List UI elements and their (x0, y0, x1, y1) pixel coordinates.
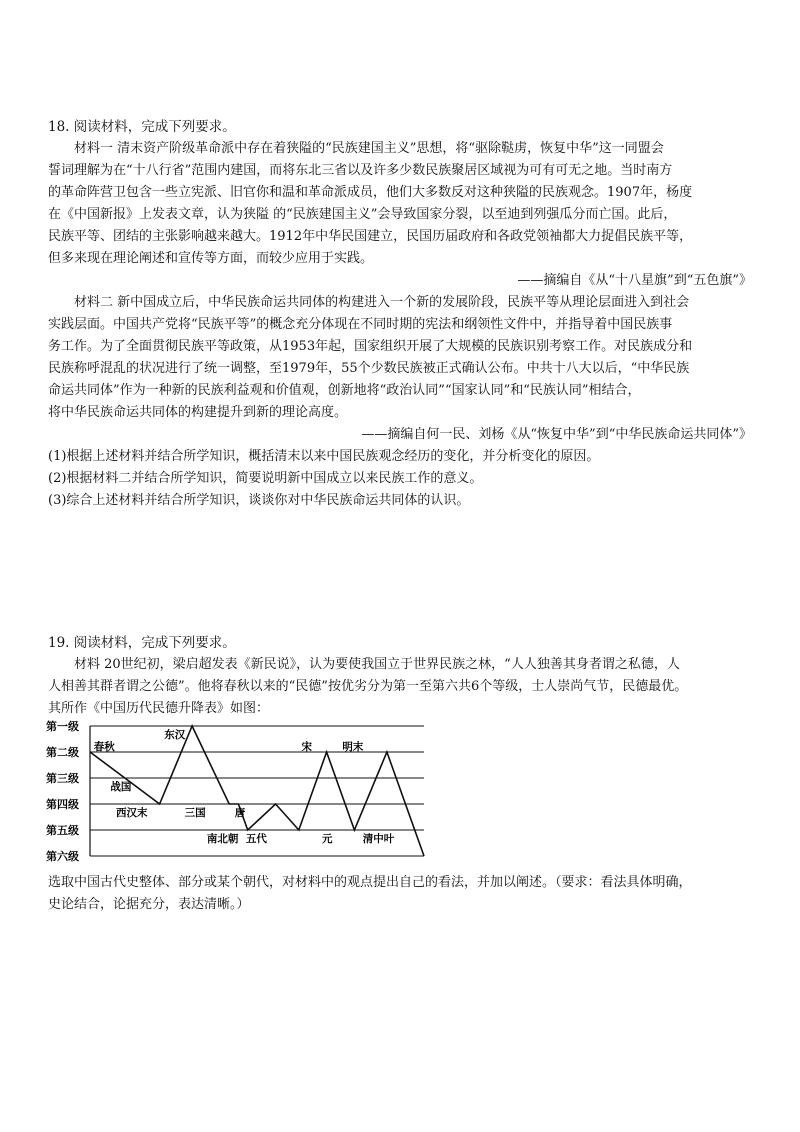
q18-material1-line: 誓词理解为在“十八行省”范围内建国，而将东北三省以及许多少数民族聚居区域视为可有可无之地。当时南方 (48, 163, 673, 178)
level-label: 第六级 (46, 850, 79, 863)
q18-material1-line: 的革命阵营卫包含一些立宪派、旧官你和温和革命派成员，他们大多数反对这种狭隘的民族观念。1907年，杨度 (48, 185, 693, 200)
q18-material2-source: ——摘编自何一民、刘杨《从“恢复中华”到“中华民族命运共同体”》 (361, 427, 752, 442)
q18-question-2: (2)根据材料二并结合所学知识，简要说明新中国成立以来民族工作的意义。 (48, 471, 483, 486)
q18-material1-source: ——摘编自《从“十八星旗”到“五色旗”》 (517, 273, 752, 288)
era-label: 战国 (110, 781, 132, 793)
era-label: 唐 (234, 807, 246, 819)
level-label: 第三级 (46, 772, 79, 785)
minde-chart (46, 718, 436, 864)
q19-material-line: 其所作《中国历代民德升降表》如图： (48, 701, 270, 716)
q19-task-line: 史论结合，论据充分，表达清晰。） (48, 897, 250, 912)
q19-title: 19. 阅读材料，完成下列要求。 (48, 635, 236, 651)
level-label: 第五级 (46, 824, 79, 837)
q19-task-line: 选取中国古代史整体、部分或某个朝代，对材料中的观点提出自己的看法，并加以阐述。（要求：看法具体明确， (48, 875, 692, 890)
q18-title: 18. 阅读材料，完成下列要求。 (48, 119, 236, 135)
q18-material1-line: 材料一 清末资产阶级革命派中存在着狭隘的“民族建国主义”思想，将“驱除鞑虏，恢复中华”这一同盟会 (74, 141, 664, 156)
era-label: 南北朝 (206, 833, 239, 845)
q18-material2-line: 将中华民族命运共同体的构建提升到新的理论高度。 (48, 405, 348, 420)
era-label: 东汉 (164, 729, 186, 741)
level-label: 第四级 (46, 798, 79, 811)
era-label: 明末 (342, 741, 364, 753)
q18-material2-line: 民族称呼混乱的状况进行了统一调整，至1979年，55个少数民族被正式确认公布。中共十八大以后，“中华民族 (48, 361, 690, 376)
level-label: 第一级 (46, 720, 79, 733)
era-label: 五代 (245, 833, 267, 845)
q18-question-3: (3)综合上述材料并结合所学知识，谈谈你对中华民族命运共同体的认识。 (48, 493, 470, 508)
era-label: 宋 (301, 741, 313, 753)
q18-material1-line: 在《中国新报》上发表文章，认为狭隘 的“民族建国主义”会导致国家分裂，以至迪到列强瓜分而亡国。此后， (48, 207, 677, 222)
era-label: 元 (321, 833, 333, 845)
q18-material2-line: 材料二 新中国成立后，中华民族命运共同体的构建进入一个新的发展阶段，民族平等从理论层面进入到社会 (74, 295, 690, 310)
q19-material-line: 材料 20世纪初，梁启超发表《新民说》，认为要使我国立于世界民族之林，“人人独善其身者谓之私德，人 (74, 657, 680, 672)
q18-material1-line: 但多来现在理论阐述和宣传等方面，而较少应用于实践。 (48, 251, 374, 266)
level-label: 第二级 (46, 746, 79, 759)
q18-material2-line: 务工作。为了全面贯彻民族平等政策，从1953年起，国家组织开展了大规模的民族识别考察工作。对民族成分和 (48, 339, 693, 354)
era-label: 西汉末 (115, 807, 148, 819)
q18-question-1: (1)根据上述材料并结合所学知识，概括清末以来中国民族观念经历的变化，并分析变化的原因。 (48, 449, 600, 464)
q18-material2-line: 实践层面。中国共产党将“民族平等”的概念充分体现在不同时期的宪法和纲领性文件中，并指导着中国民族事 (48, 317, 673, 332)
q19-material-line: 人相善其群者谓之公德”。他将春秋以来的“民德”按优劣分为第一至第六共6个等级，士人崇尚气节，民德最优。 (48, 679, 688, 694)
q18-material2-line: 命运共同体”作为一种新的民族利益观和价值观，创新地将“政治认同”“国家认同”和“民族认同”相结合， (48, 383, 641, 398)
q18-material1-line: 民族平等、团结的主张影响越来越大。1912年中华民国建立，民国历届政府和各政党领袖都大力捉倡民族平等， (48, 229, 693, 244)
era-label: 春秋 (93, 741, 115, 753)
era-label: 三国 (184, 807, 206, 819)
era-label: 清中叶 (362, 833, 395, 845)
